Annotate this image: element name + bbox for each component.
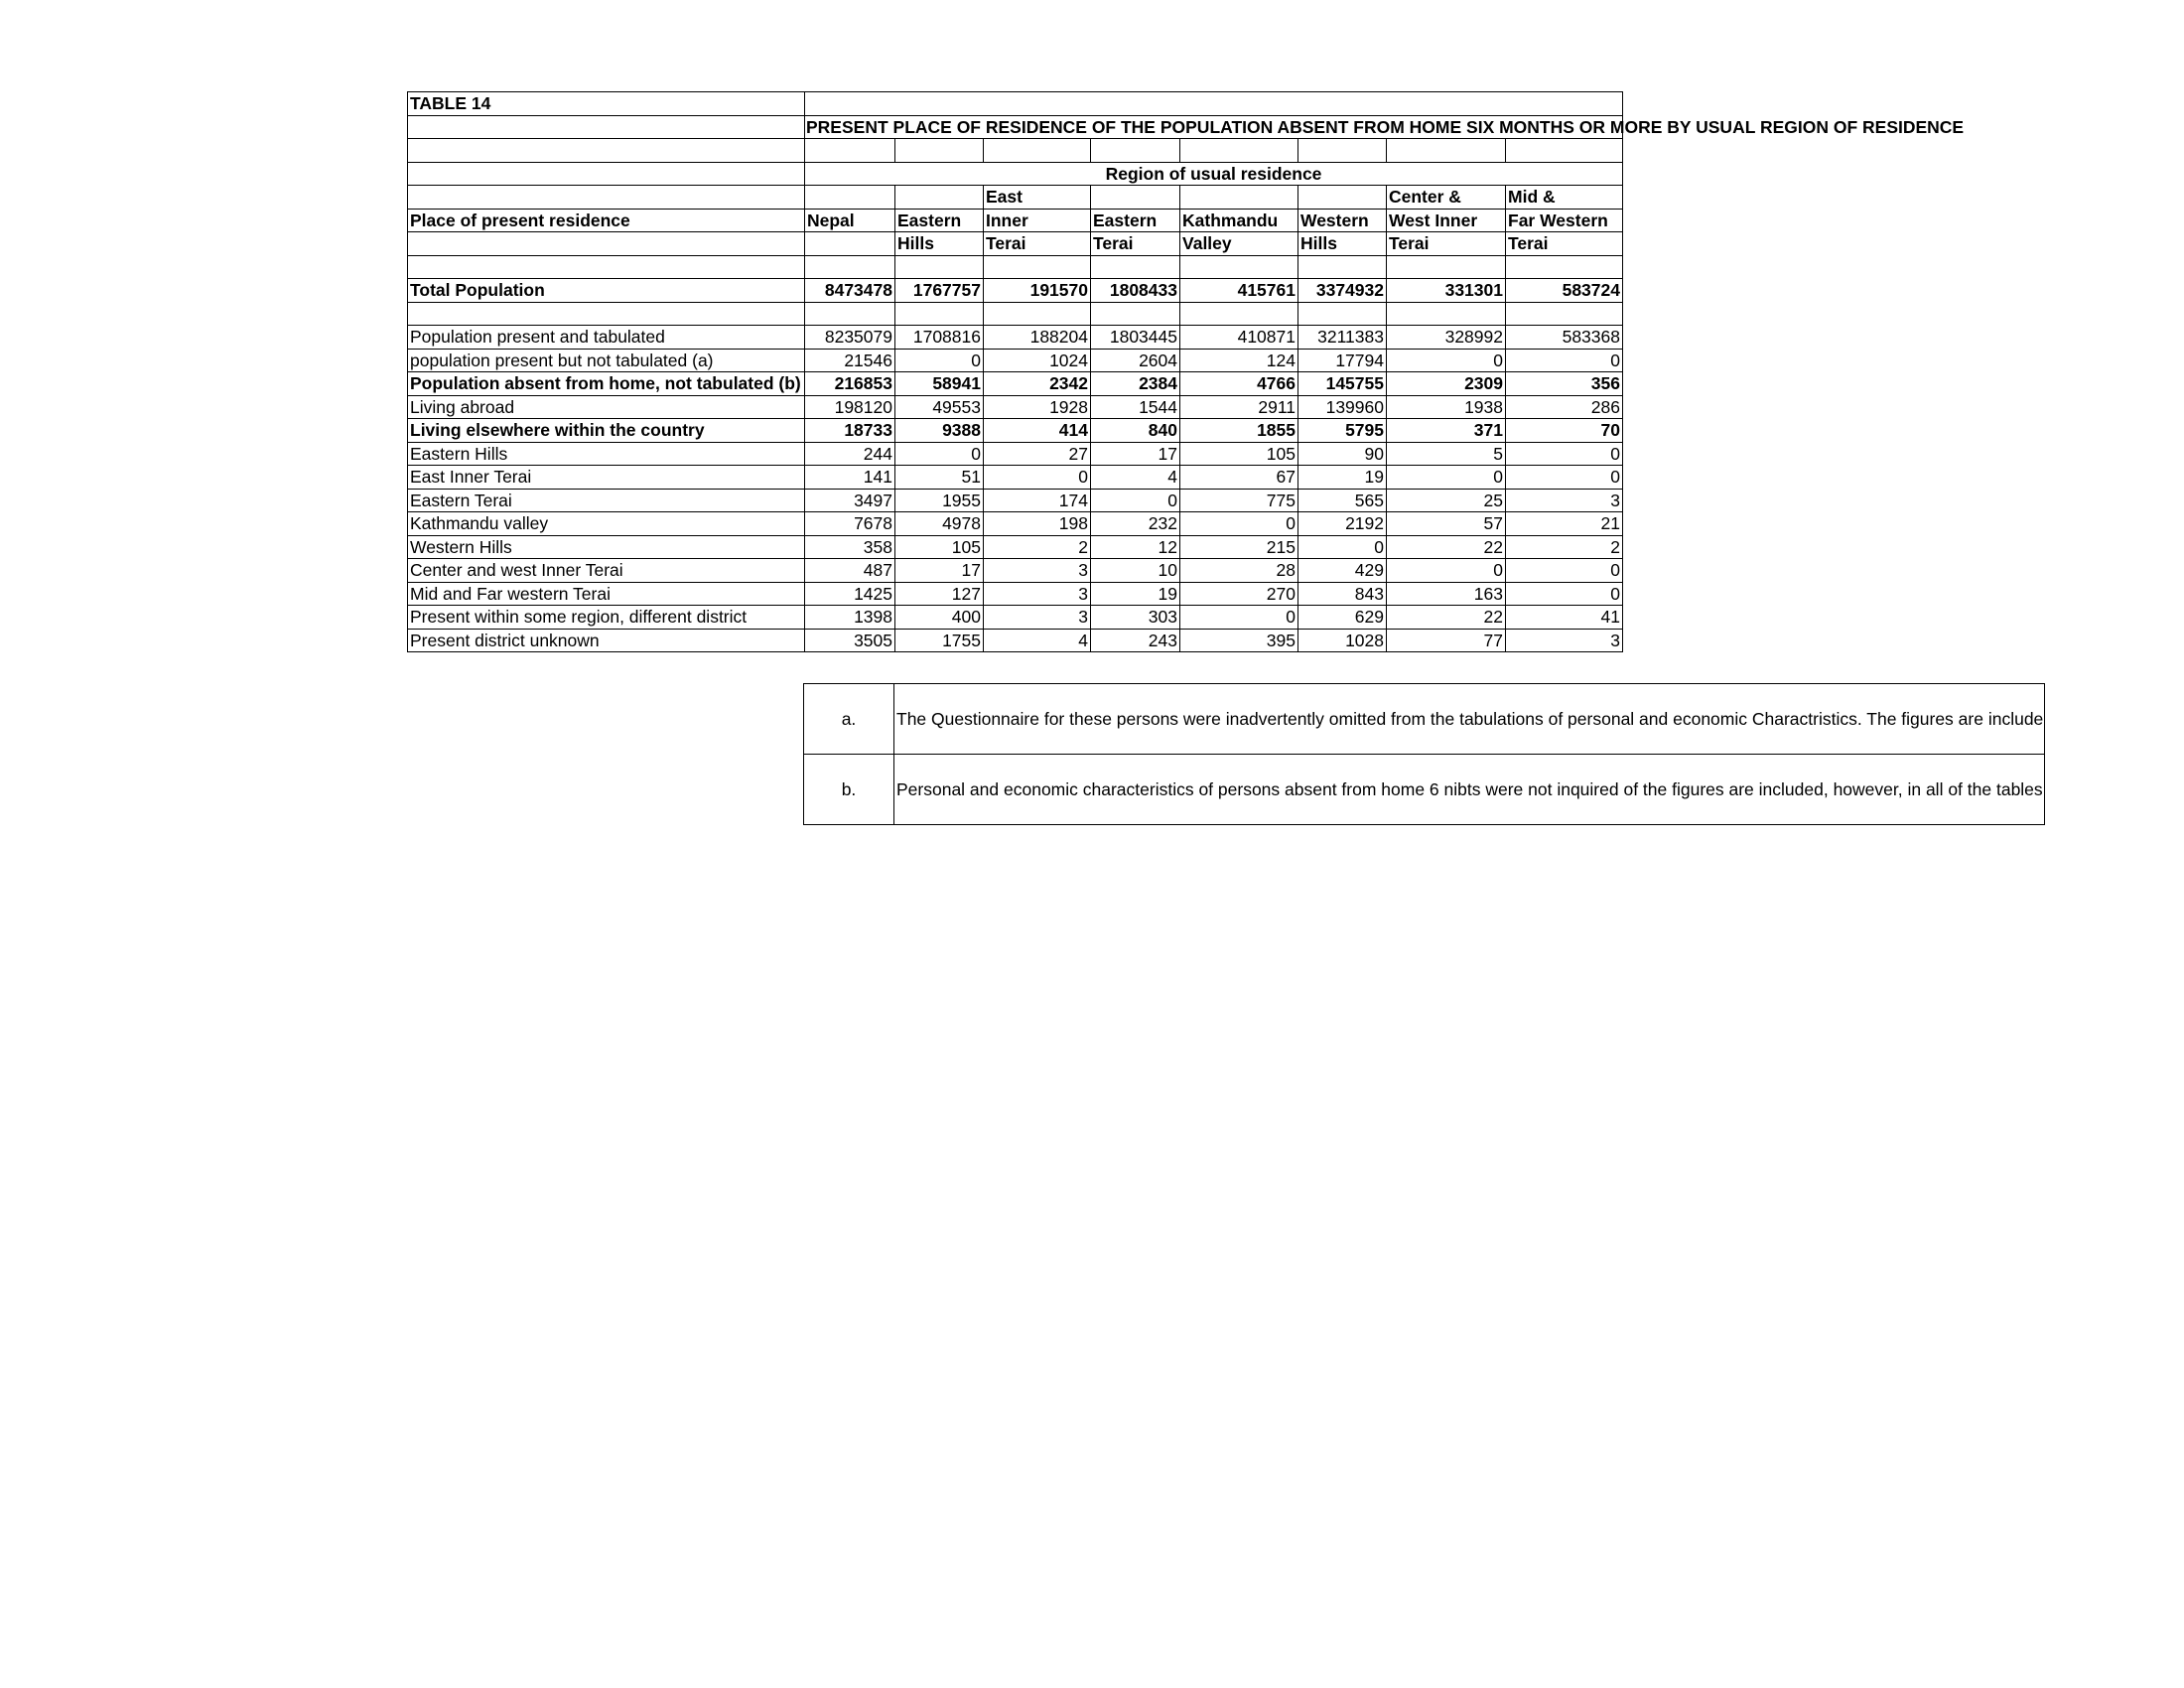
cell-value: 286 [1506,395,1623,419]
column-header-line2: Eastern [895,209,984,232]
empty-cell [805,255,895,279]
empty-cell [895,302,984,326]
note-text: Personal and economic characteristics of persons absent from home 6 nibts were not inquired of the figures are included, however, in all of the tables [894,755,2045,825]
column-header-line1 [895,186,984,210]
cell-value: 629 [1298,606,1387,630]
cell-value: 70 [1506,419,1623,443]
cell-value: 2 [1506,535,1623,559]
column-header-line1: Center & [1387,186,1506,210]
total-value: 8473478 [805,279,895,303]
cell-value: 4 [1091,466,1180,490]
table-row [408,582,1623,606]
empty-cell [408,115,805,139]
total-value: 1767757 [895,279,984,303]
cell-value: 141 [805,466,895,490]
cell-value: 22 [1387,535,1506,559]
note-marker: b. [804,755,894,825]
cell-value: 139960 [1298,395,1387,419]
cell-value: 356 [1506,372,1623,396]
row-label: Mid and Far western Terai [408,582,805,606]
cell-value: 77 [1387,629,1506,652]
empty-cell [408,162,805,186]
row-label: Kathmandu valley [408,512,805,536]
cell-value: 28 [1180,559,1298,583]
cell-value: 414 [984,419,1091,443]
cell-value: 3 [984,606,1091,630]
cell-value: 90 [1298,442,1387,466]
total-value: 1808433 [1091,279,1180,303]
column-header-line3: Terai [984,232,1091,256]
cell-value: 145755 [1298,372,1387,396]
empty-cell [984,255,1091,279]
cell-value: 1928 [984,395,1091,419]
empty-cell [408,232,805,256]
table-row [408,395,1623,419]
cell-value: 9388 [895,419,984,443]
cell-value: 0 [1506,582,1623,606]
cell-value: 18733 [805,419,895,443]
cell-value: 51 [895,466,984,490]
cell-value: 0 [1506,349,1623,372]
column-header-line1 [1298,186,1387,210]
cell-value: 4766 [1180,372,1298,396]
cell-value: 105 [895,535,984,559]
empty-cell [408,302,805,326]
table-id-label: TABLE 14 [408,92,805,116]
cell-value: 0 [1387,466,1506,490]
cell-value: 1024 [984,349,1091,372]
empty-cell [984,139,1091,163]
notes-table [803,683,2045,825]
group-header: Region of usual residence [805,162,1623,186]
cell-value: 22 [1387,606,1506,630]
empty-cell [805,302,895,326]
data-table [407,91,1965,652]
cell-value: 565 [1298,489,1387,512]
note-text: The Questionnaire for these persons were inadvertently omitted from the tabulations of personal and economic Charactristics. The figures are include [894,684,2045,755]
column-header-line2: Kathmandu [1180,209,1298,232]
cell-value: 5 [1387,442,1506,466]
cell-value: 7678 [805,512,895,536]
empty-cell [1387,255,1506,279]
cell-value: 0 [895,349,984,372]
cell-value: 1544 [1091,395,1180,419]
empty-cell [1180,139,1298,163]
column-header-line2: Inner [984,209,1091,232]
cell-value: 124 [1180,349,1298,372]
cell-value: 163 [1387,582,1506,606]
cell-value: 198 [984,512,1091,536]
column-header-line1 [1180,186,1298,210]
table-row [408,442,1623,466]
cell-value: 1955 [895,489,984,512]
cell-value: 1855 [1180,419,1298,443]
row-label: Living abroad [408,395,805,419]
cell-value: 25 [1387,489,1506,512]
cell-value: 843 [1298,582,1387,606]
total-value: 415761 [1180,279,1298,303]
cell-value: 4 [984,629,1091,652]
empty-cell [1387,302,1506,326]
column-header-line3: Terai [1387,232,1506,256]
empty-cell [1180,255,1298,279]
cell-value: 12 [1091,535,1180,559]
empty-cell [984,302,1091,326]
cell-value: 19 [1298,466,1387,490]
cell-value: 328992 [1387,326,1506,350]
cell-value: 358 [805,535,895,559]
column-header-line2: Western [1298,209,1387,232]
column-header-line3 [805,232,895,256]
cell-value: 1028 [1298,629,1387,652]
empty-cell [408,186,805,210]
cell-value: 270 [1180,582,1298,606]
column-header-line1 [805,186,895,210]
note-row [804,755,2045,825]
cell-value: 775 [1180,489,1298,512]
empty-cell [1506,255,1623,279]
table-row [408,512,1623,536]
cell-value: 0 [895,442,984,466]
cell-value: 188204 [984,326,1091,350]
cell-value: 17 [1091,442,1180,466]
cell-value: 216853 [805,372,895,396]
cell-value: 0 [1387,559,1506,583]
cell-value: 17 [895,559,984,583]
cell-value: 2342 [984,372,1091,396]
cell-value: 198120 [805,395,895,419]
row-label: Present district unknown [408,629,805,652]
cell-value: 303 [1091,606,1180,630]
column-header-line2: West Inner [1387,209,1506,232]
cell-value: 0 [1091,489,1180,512]
empty-cell [408,255,805,279]
row-label: population present but not tabulated (a) [408,349,805,372]
table-title: PRESENT PLACE OF RESIDENCE OF THE POPULATION ABSENT FROM HOME SIX MONTHS OR MORE BY USUAL REGION OF RESIDENCE [806,116,1965,137]
column-header-line3: Hills [1298,232,1387,256]
cell-value: 3 [984,582,1091,606]
cell-value: 21 [1506,512,1623,536]
column-header-line2: Far Western [1506,209,1623,232]
empty-cell [1298,302,1387,326]
column-header-line3: Terai [1506,232,1623,256]
cell-value: 3505 [805,629,895,652]
row-label: Eastern Hills [408,442,805,466]
cell-value: 2 [984,535,1091,559]
cell-value: 8235079 [805,326,895,350]
cell-value: 127 [895,582,984,606]
cell-value: 27 [984,442,1091,466]
cell-value: 21546 [805,349,895,372]
table-sheet [407,91,1965,652]
cell-value: 3497 [805,489,895,512]
column-header-line3: Valley [1180,232,1298,256]
empty-cell [1091,302,1180,326]
total-label: Total Population [408,279,805,303]
column-header-line3: Terai [1091,232,1180,256]
cell-value: 4978 [895,512,984,536]
cell-value: 174 [984,489,1091,512]
cell-value: 3 [1506,489,1623,512]
empty-cell [1387,139,1506,163]
cell-value: 105 [1180,442,1298,466]
cell-value: 3 [1506,629,1623,652]
cell-value: 17794 [1298,349,1387,372]
empty-cell [1180,302,1298,326]
table-row [408,606,1623,630]
cell-value: 395 [1180,629,1298,652]
cell-value: 2911 [1180,395,1298,419]
cell-value: 232 [1091,512,1180,536]
cell-value: 840 [1091,419,1180,443]
empty-cell [895,139,984,163]
empty-cell [1298,255,1387,279]
cell-value: 244 [805,442,895,466]
cell-value: 0 [1506,559,1623,583]
total-value: 331301 [1387,279,1506,303]
row-label: East Inner Terai [408,466,805,490]
cell-value: 371 [1387,419,1506,443]
cell-value: 2192 [1298,512,1387,536]
cell-value: 0 [1506,466,1623,490]
table-row [408,535,1623,559]
column-header-line3: Hills [895,232,984,256]
column-header-line2: Nepal [805,209,895,232]
cell-value: 2309 [1387,372,1506,396]
cell-value: 1708816 [895,326,984,350]
row-label: Present within some region, different district [408,606,805,630]
cell-value: 0 [1506,442,1623,466]
total-value: 583724 [1506,279,1623,303]
cell-value: 67 [1180,466,1298,490]
cell-value: 2384 [1091,372,1180,396]
cell-value: 0 [1298,535,1387,559]
title-row [805,115,1965,139]
cell-value: 0 [1180,512,1298,536]
cell-value: 215 [1180,535,1298,559]
cell-value: 3211383 [1298,326,1387,350]
row-label: Center and west Inner Terai [408,559,805,583]
cell-value: 19 [1091,582,1180,606]
column-header-line1: East [984,186,1091,210]
empty-cell [1298,139,1387,163]
title-spacer [805,92,1623,116]
empty-cell [805,139,895,163]
cell-value: 1398 [805,606,895,630]
cell-value: 57 [1387,512,1506,536]
cell-value: 2604 [1091,349,1180,372]
table-row [408,559,1623,583]
empty-cell [1506,302,1623,326]
table-row [408,466,1623,490]
cell-value: 10 [1091,559,1180,583]
empty-cell [895,255,984,279]
table-row [408,419,1623,443]
cell-value: 243 [1091,629,1180,652]
cell-value: 0 [1387,349,1506,372]
row-label: Population absent from home, not tabulated (b) [408,372,805,396]
cell-value: 400 [895,606,984,630]
row-label: Eastern Terai [408,489,805,512]
table-row [408,629,1623,652]
table-row [408,326,1623,350]
cell-value: 1803445 [1091,326,1180,350]
cell-value: 487 [805,559,895,583]
cell-value: 583368 [1506,326,1623,350]
cell-value: 41 [1506,606,1623,630]
cell-value: 0 [984,466,1091,490]
empty-cell [1091,255,1180,279]
column-header-line1 [1091,186,1180,210]
row-label: Western Hills [408,535,805,559]
row-label: Population present and tabulated [408,326,805,350]
cell-value: 5795 [1298,419,1387,443]
table-row [408,349,1623,372]
cell-value: 1755 [895,629,984,652]
cell-value: 58941 [895,372,984,396]
column-header-line1: Mid & [1506,186,1623,210]
cell-value: 0 [1180,606,1298,630]
table-row [408,372,1623,396]
note-row [804,684,2045,755]
empty-cell [408,139,805,163]
note-marker: a. [804,684,894,755]
cell-value: 1425 [805,582,895,606]
column-header-line2: Eastern [1091,209,1180,232]
cell-value: 3 [984,559,1091,583]
cell-value: 410871 [1180,326,1298,350]
total-value: 191570 [984,279,1091,303]
table-row [408,489,1623,512]
empty-cell [1506,139,1623,163]
row-header: Place of present residence [408,209,805,232]
cell-value: 1938 [1387,395,1506,419]
empty-cell [1091,139,1180,163]
row-label: Living elsewhere within the country [408,419,805,443]
cell-value: 49553 [895,395,984,419]
cell-value: 429 [1298,559,1387,583]
total-value: 3374932 [1298,279,1387,303]
